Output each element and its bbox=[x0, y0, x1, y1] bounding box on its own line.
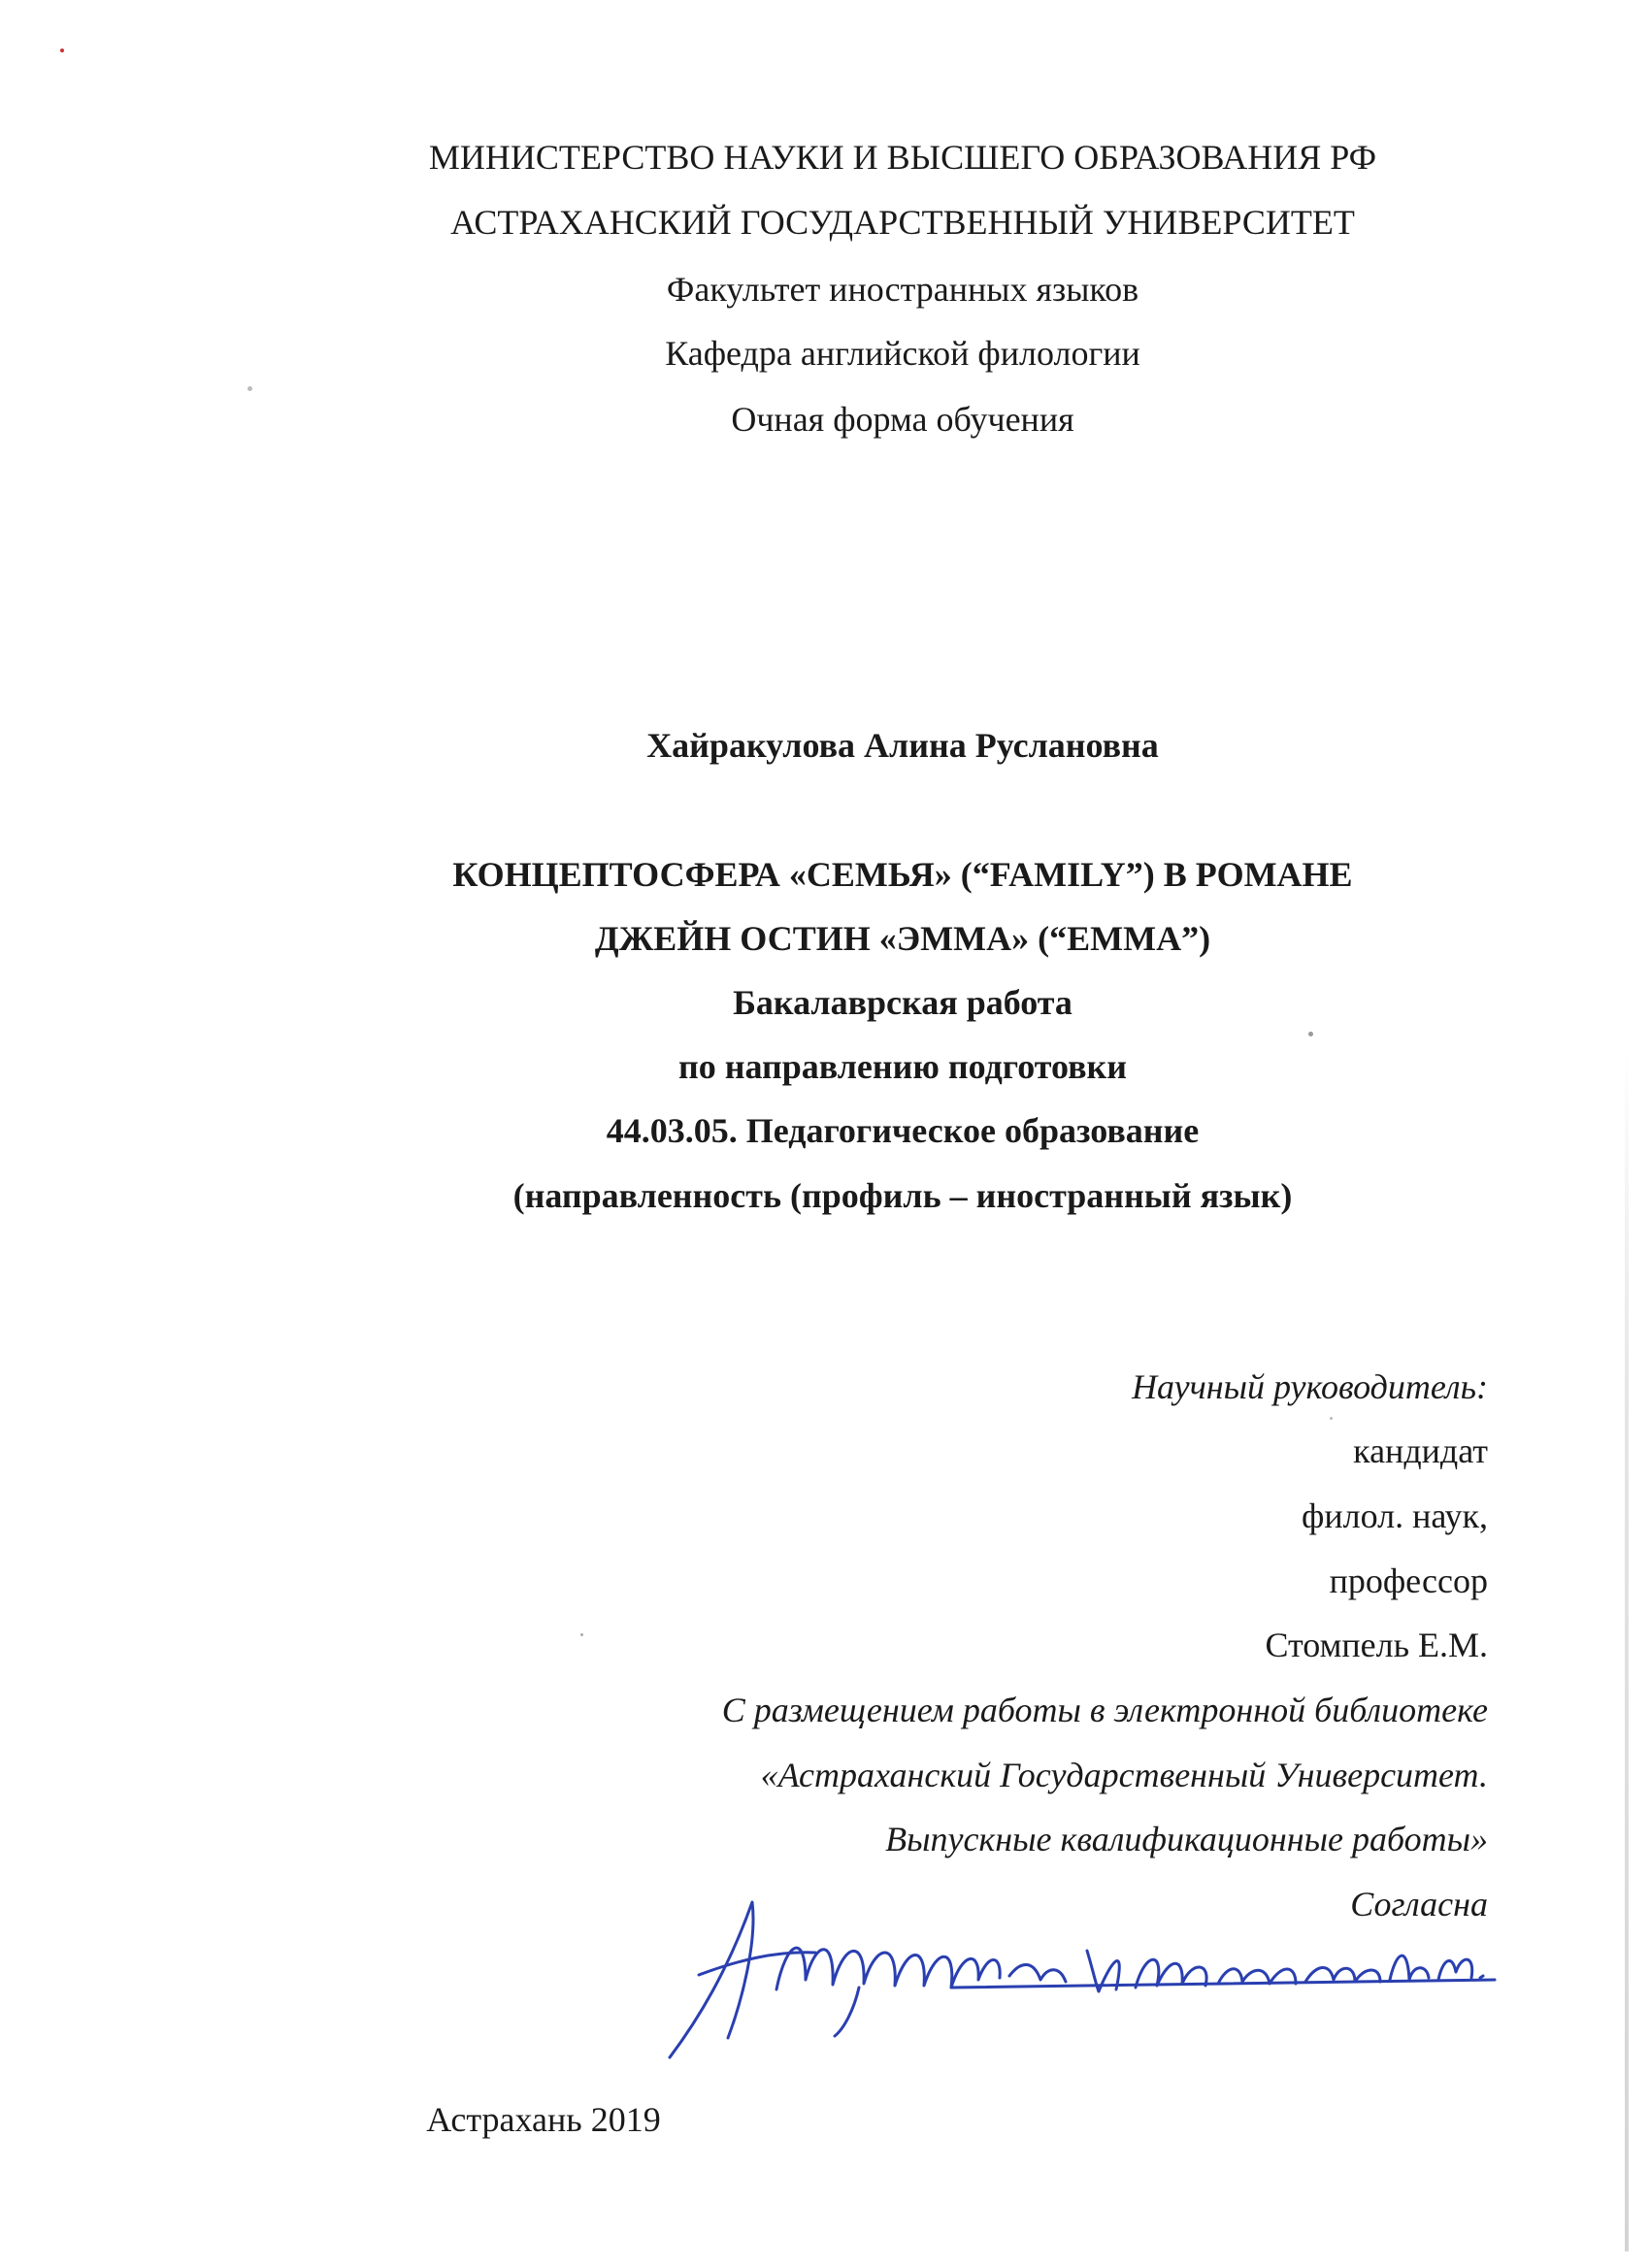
work-type: Бакалаврская работа bbox=[733, 983, 1072, 1022]
supervisor-degree-1: кандидат bbox=[1353, 1431, 1488, 1470]
direction-code: 44.03.05. Педагогическое образование bbox=[606, 1111, 1200, 1150]
consent-line-3: Выпускные квалификационные работы» bbox=[885, 1820, 1488, 1858]
study-form-label: Очная форма обучения bbox=[731, 400, 1074, 439]
city-year: Астрахань 2019 bbox=[426, 2100, 661, 2139]
author-name: Хайракулова Алина Руслановна bbox=[646, 726, 1159, 765]
scan-speck bbox=[1330, 1417, 1333, 1420]
direction-intro: по направлению подготовки bbox=[677, 1047, 1128, 1086]
scan-speck bbox=[248, 386, 252, 391]
scan-edge-shadow bbox=[1625, 1048, 1629, 2252]
scan-speck bbox=[1308, 1032, 1313, 1036]
work-title-line-2: ДЖЕЙН ОСТИН «ЭММА» (“EMMA”) bbox=[594, 919, 1211, 958]
supervisor-name: Стомпель Е.М. bbox=[1265, 1626, 1488, 1664]
university-heading: АСТРАХАНСКИЙ ГОСУДАРСТВЕННЫЙ УНИВЕРСИТЕТ bbox=[450, 203, 1355, 242]
direction-profile: (направленность (профиль – иностранный язык) bbox=[512, 1176, 1293, 1215]
department-label: Кафедра английской филологии bbox=[665, 334, 1140, 373]
consent-line-1: С размещением работы в электронной библиотеке bbox=[721, 1691, 1488, 1729]
scan-speck bbox=[580, 1633, 583, 1636]
consent-line-4: Согласна bbox=[1350, 1885, 1488, 1923]
supervisor-degree-2: филол. наук, bbox=[1302, 1496, 1488, 1535]
supervisor-label: Научный руководитель: bbox=[1132, 1367, 1488, 1406]
work-title-line-1: КОНЦЕПТОСФЕРА «СЕМЬЯ» (“FAMILY”) В РОМАНЕ bbox=[452, 855, 1353, 894]
supervisor-position: профессор bbox=[1329, 1561, 1488, 1600]
ministry-heading: МИНИСТЕРСТВО НАУКИ И ВЫСШЕГО ОБРАЗОВАНИЯ РФ bbox=[428, 138, 1377, 177]
faculty-label: Факультет иностранных языков bbox=[666, 270, 1139, 309]
consent-line-2: «Астраханский Государственный Университет. bbox=[760, 1756, 1488, 1794]
handwritten-signature bbox=[660, 1883, 1514, 2077]
scan-speck bbox=[60, 49, 64, 52]
